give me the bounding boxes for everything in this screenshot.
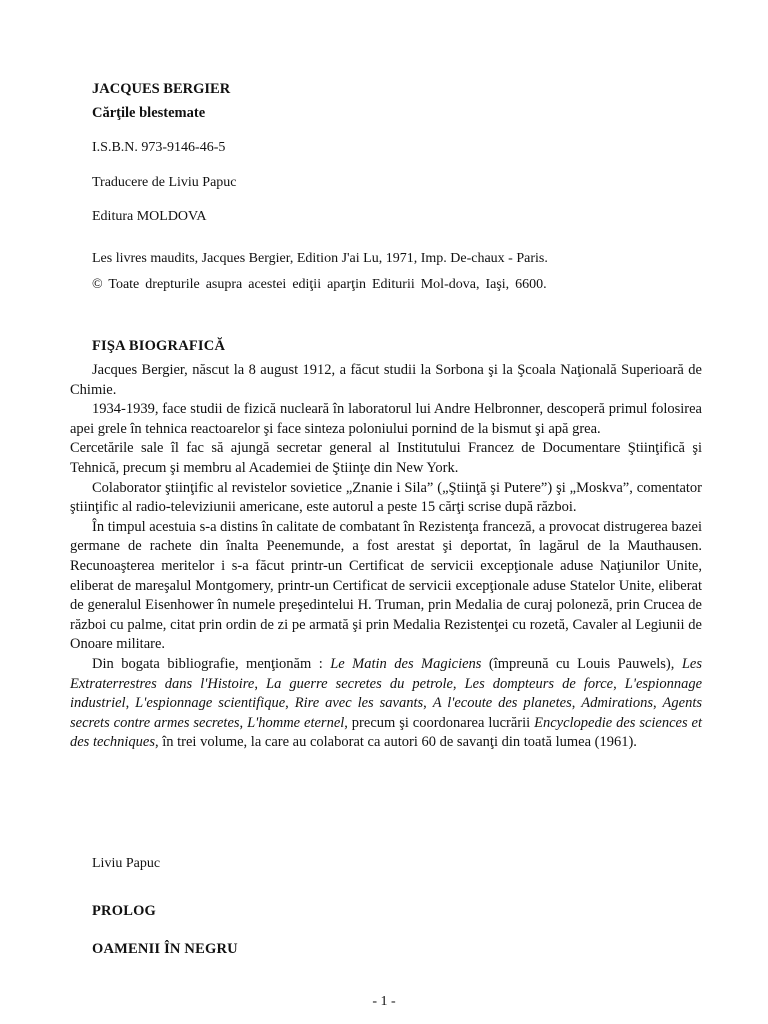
separator: , [285, 695, 295, 712]
work-title: A l'ecoute des planetes [432, 695, 572, 712]
separator: , [254, 675, 267, 692]
prolog-heading: PROLOG [92, 903, 157, 919]
separator: , [423, 695, 433, 712]
bio-paragraph: Jacques Bergier, născut la 8 august 1912, a făcut studii la Sorbona şi la Şcoala Naţională Superioară de Chimie. [70, 362, 702, 398]
chapter-title: OAMENII ÎN NEGRU [92, 941, 238, 957]
work-title: Agents secrets contre armes secretes [70, 695, 703, 731]
bibliography-text: (împreună cu Louis Pauwels), [481, 655, 682, 672]
work-title: L'espionnage scientifique [135, 695, 286, 712]
work-title: Les dompteurs de force [464, 675, 614, 692]
work-title: L'espionnage industriel [70, 675, 703, 712]
isbn: I.S.B.N. 973-9146-46-5 [92, 140, 226, 155]
work-title: Encyclopedie des sciences et des techniques [70, 714, 702, 751]
original-edition-note: Les livres maudits, Jacques Bergier, Edition J'ai Lu, 1971, Imp. De-chaux - Paris. [92, 251, 548, 266]
separator: , [571, 695, 582, 712]
author-name: JACQUES BERGIER [92, 81, 231, 97]
copyright-note: © Toate drepturile asupra acestei ediţii aparţin Editurii Mol-dova, Iaşi, 6600. [92, 277, 547, 292]
work-title: Rire avec les savants [294, 695, 424, 712]
bibliography-paragraph [70, 655, 702, 753]
separator: , [239, 714, 248, 731]
work-title: Admirations [581, 695, 653, 712]
separator: , [652, 695, 663, 712]
separator: , [613, 675, 625, 692]
bibliography-text: , precum şi coordonarea lucrării [344, 714, 535, 731]
work-title: Les Extraterrestres dans l'Histoire [70, 655, 702, 692]
translator-signature: Liviu Papuc [92, 856, 161, 871]
bio-paragraph: 1934-1939, face studii de fizică nucleară în laboratorul lui Andre Helbronner, descoperă primul folosirea apei grele în tehnica reactoarelor şi face sinteza poloniului pornind de la bismut şi apă grea. [70, 401, 702, 437]
biography-heading: FIŞA BIOGRAFICĂ [92, 338, 226, 354]
translator-credit: Traducere de Liviu Papuc [92, 175, 237, 190]
bibliography-intro: Din bogata bibliografie, menţionăm : [92, 655, 331, 672]
work-title: La guerre secretes du petrole [266, 675, 453, 692]
bio-paragraph: Cercetările sale îl fac să ajungă secretar general al Institutului Francez de Documentare Ştiinţifică şi Tehnică, precum şi membru al Academiei de Ştiinţe din New York. [70, 440, 702, 476]
bio-paragraph: Colaborator ştiinţific al revistelor sovietice „Znanie i Sila” („Ştiinţă şi Putere”) şi „Moskva”, comentator ştiinţific al radio-televiziunii americane, este autorul a peste 15 cărţi scrise după război. [70, 479, 702, 516]
work-title: Le Matin des Magiciens [330, 655, 482, 672]
separator: , [125, 695, 136, 712]
book-title: Cărţile blestemate [92, 105, 206, 121]
bibliography-text: , în trei volume, la care au colaborat ca autori 60 de savanţi din toată lumea (1961). [154, 734, 637, 751]
bio-paragraph: În timpul acestuia s-a distins în calitate de combatant în Rezistenţa franceză, a provocat distrugerea bazei germane de rachete din înalta Peenemunde, a fost arestat şi deportat, în lagărul de la Mauthausen. Recunoaşterea meritelor i s-a făcut printr-un Certificat de servicii excepţionale aduse Naţiunilor Unite, eliberat de mareşalul Montgomery, printr-un Certificat de servicii excepţionale aduse Statelor Unite, eliberat de generalul Eisenhower în numele preşedintelui H. Truman, prin Medalia de curaj poloneză, prin Crucea de război cu palme, citat prin ordin de zi pe armată şi prin Medalia Rezistenţei cu rozetă, Cavaler al Legiunii de Onoare militare. [70, 518, 702, 653]
page-number: - 1 - [372, 994, 396, 1009]
separator: , [452, 675, 465, 692]
publisher: Editura MOLDOVA [92, 209, 207, 224]
biography-body [70, 361, 702, 753]
work-title: L'homme eternel [247, 714, 345, 731]
